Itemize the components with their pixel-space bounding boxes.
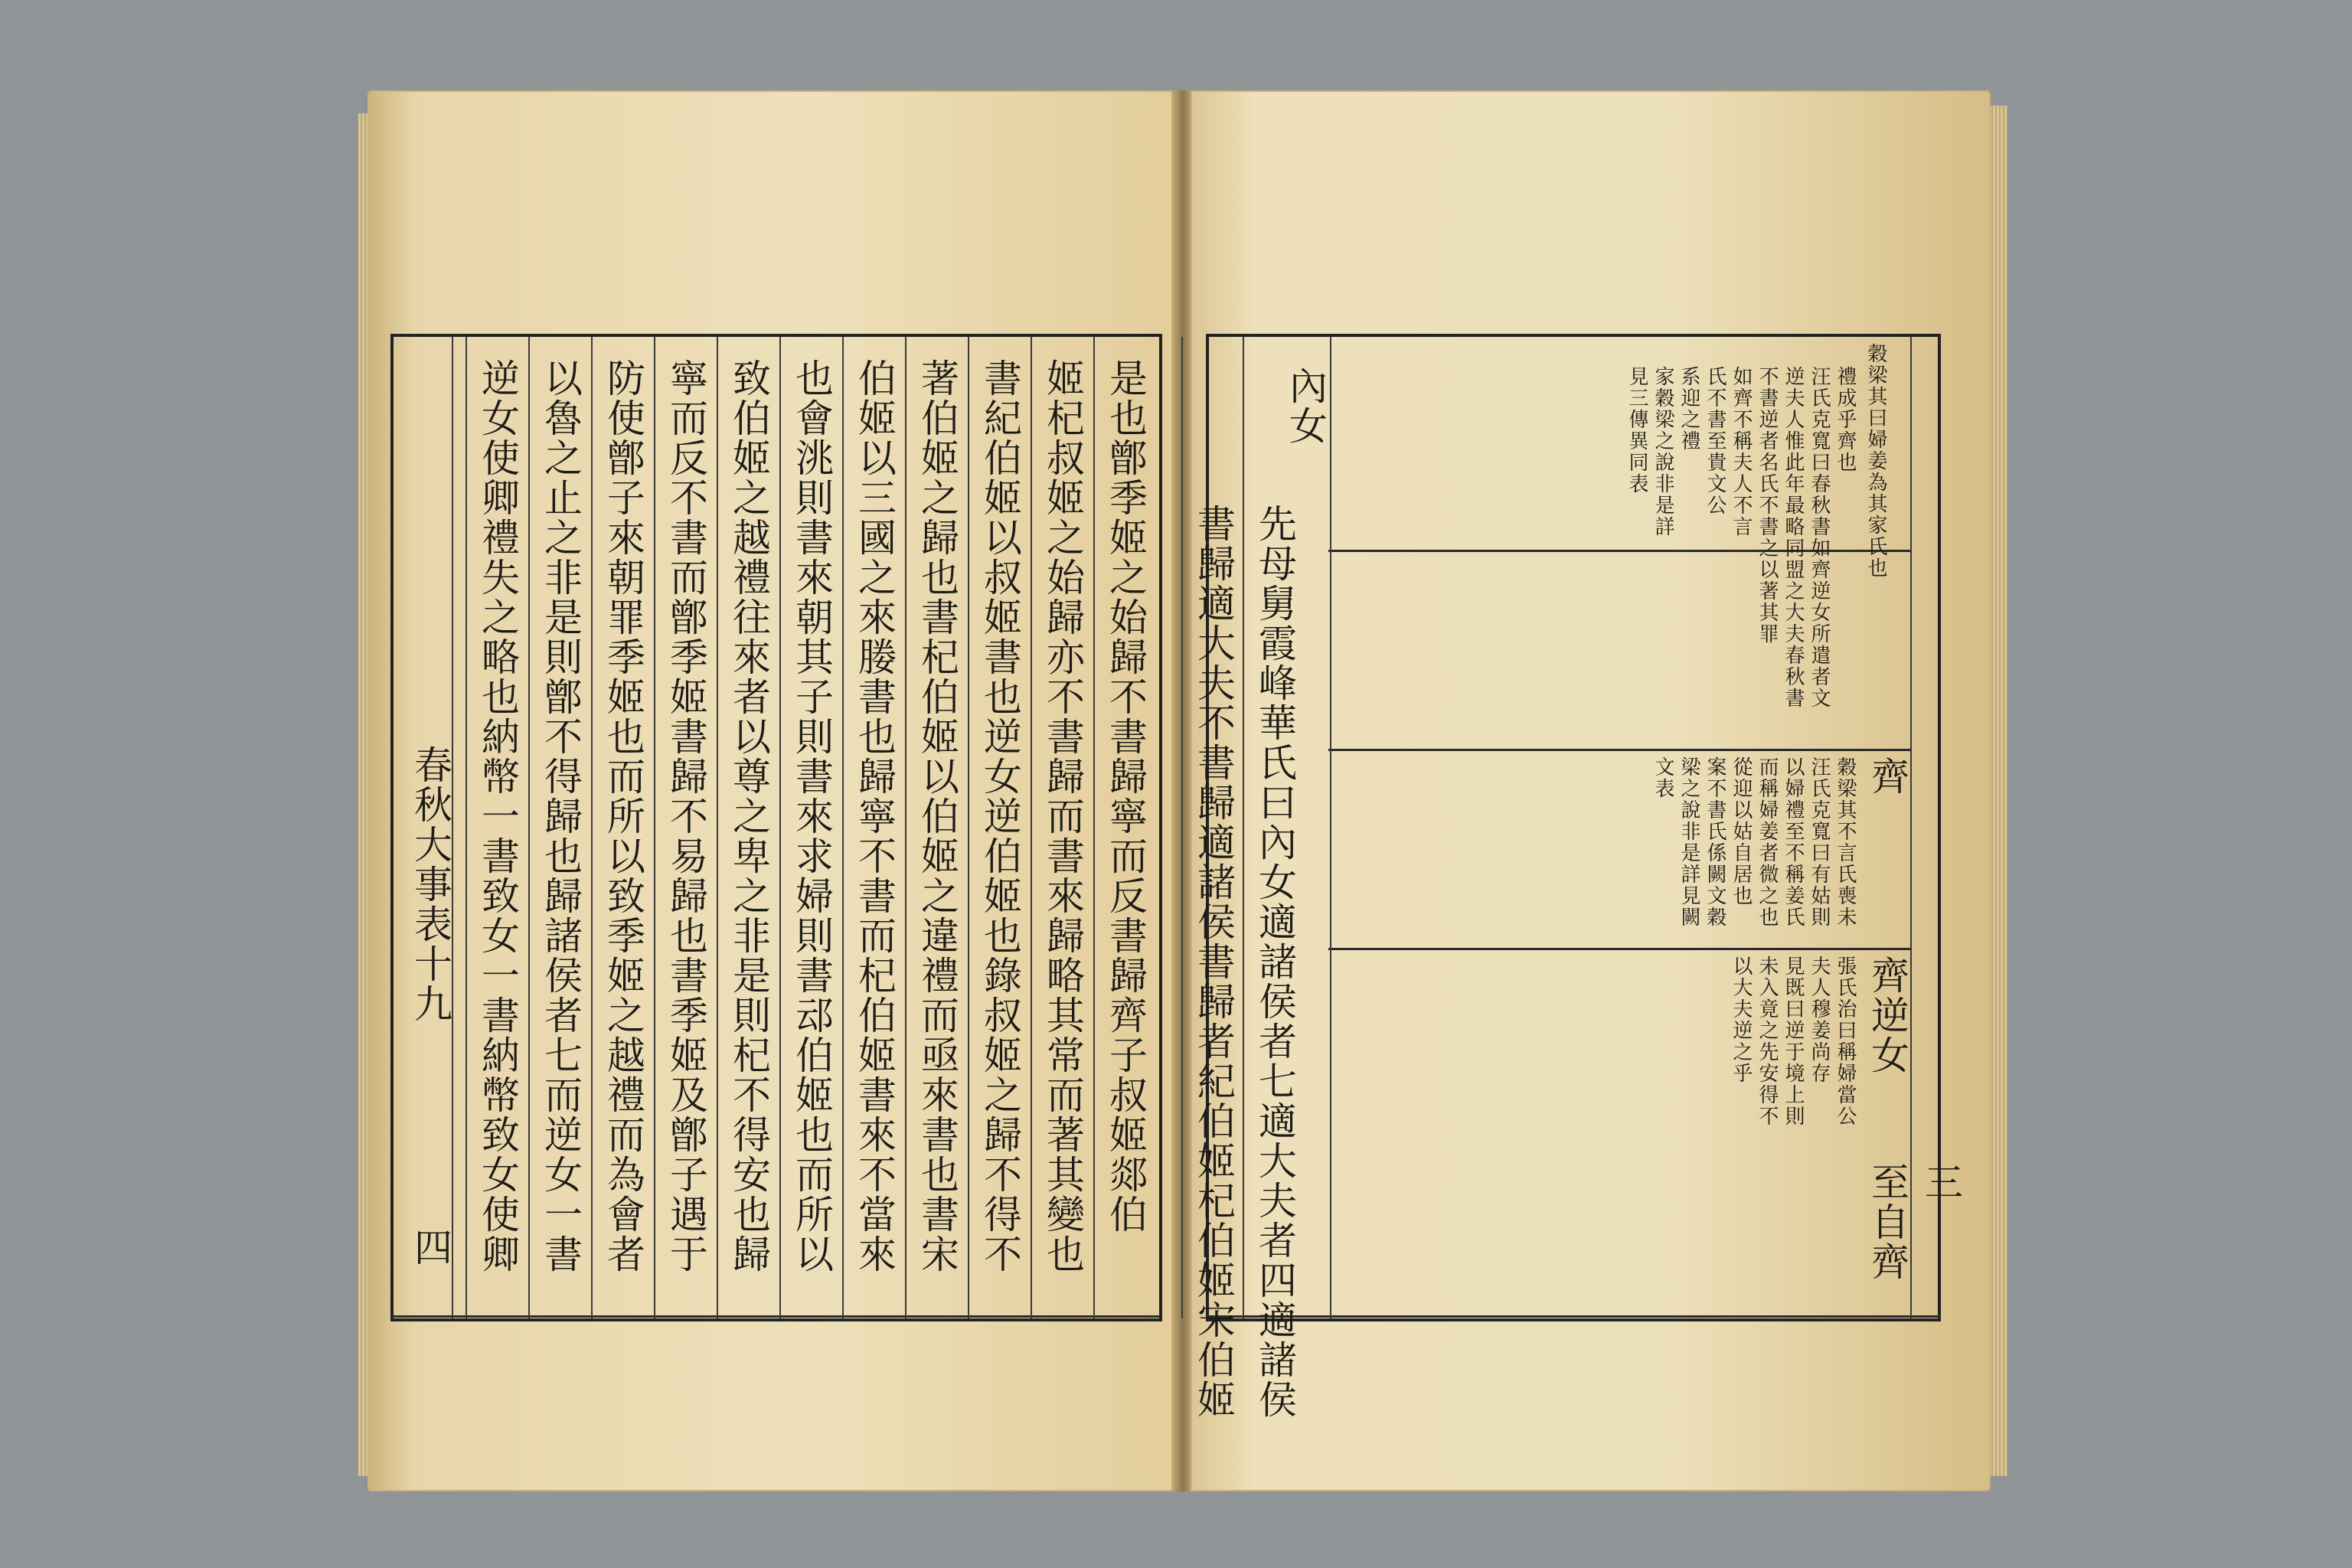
left-body-column-rule-4 — [905, 337, 906, 1318]
left-body-column-9: 防使鄫子來朝罪季姬也而所以致季姬之越禮而為會者 — [601, 358, 645, 1274]
left-folio: 四 — [408, 1227, 452, 1267]
note-row1-column-4: 不書逆者名氏不書之以著其罪 — [1756, 366, 1779, 645]
top-note-1: 穀梁其曰婦姜為其家氏也 — [1864, 343, 1887, 579]
left-body-column-2: 姬杞叔姬之始歸亦不書歸而書來歸略其常而著其變也 — [1040, 358, 1085, 1274]
left-body-column-rule-9 — [591, 337, 593, 1318]
left-body-column-3: 書紀伯姬以叔姬書也逆女逆伯姬也錄叔姬之歸不得不 — [978, 358, 1022, 1274]
table-header-qi-ni-nu: 齊逆女 — [1865, 956, 1909, 1075]
table-middle-rule — [1328, 749, 1910, 751]
right-folio: 三 — [1919, 1162, 1963, 1202]
left-body-column-rule-2 — [1031, 337, 1032, 1318]
left-body-column-rule-6 — [779, 337, 781, 1318]
note-row3-column-4: 未入竟之先安得不 — [1756, 956, 1779, 1127]
left-body-column-rule-3 — [968, 337, 969, 1318]
note-row1-column-2: 汪氏克寬曰春秋書如齊逆女所遣者文 — [1808, 366, 1831, 709]
left-body-column-rule-7 — [717, 337, 718, 1318]
left-body-column-8: 寧而反不書而鄫季姬書歸不易歸也書季姬及鄫子遇于 — [664, 358, 708, 1274]
heading-nei-nu: 內女 — [1283, 366, 1328, 446]
left-page — [368, 90, 1175, 1491]
note-row2-column-2: 汪氏克寬曰有姑則 — [1808, 756, 1831, 928]
right-body-column-rule-2 — [1181, 337, 1183, 1318]
note-row3-column-5: 以大夫逆之乎 — [1730, 956, 1753, 1084]
left-body-column-rule-10 — [528, 337, 530, 1318]
left-body-column-10: 以魯之止之非是則鄫不得歸也歸諸侯者七而逆女一書 — [538, 358, 583, 1274]
left-body-column-1: 是也鄫季姬之始歸不書歸寧而反書歸齊子叔姬郯伯 — [1103, 358, 1148, 1234]
note-row1-column-6: 氏不書至貴文公 — [1704, 366, 1726, 516]
right-page-edge — [1989, 106, 2007, 1476]
right-body-column-rule-1 — [1243, 337, 1244, 1318]
table-header-qi: 齊 — [1865, 756, 1909, 796]
note-row1-column-8: 家穀梁之說非是詳 — [1651, 366, 1674, 537]
left-margin-title: 春秋大事表十九 — [408, 745, 452, 1024]
left-body-column-4: 著伯姬之歸也書杞伯姬以伯姬之違禮而亟來書也書宋 — [915, 358, 959, 1274]
note-row1-column-5: 如齊不稱夫人不言 — [1730, 366, 1753, 537]
table-lower-rule — [1328, 948, 1910, 950]
right-body-column-1: 先母舅霞峰華氏曰內女適諸侯者七適大夫者四適諸侯 — [1253, 504, 1297, 1419]
left-body-column-6: 也會洮則書來朝其子則書來求婦則書䢵伯姬也而所以 — [789, 358, 834, 1274]
left-body-column-rule-11 — [466, 337, 467, 1318]
table-left-rule — [1330, 337, 1331, 1318]
left-body-column-11: 逆女使卿禮失之略也納幣一書致女一書納幣致女使卿 — [475, 358, 520, 1274]
note-row2-column-8: 文表 — [1651, 756, 1674, 799]
left-bottom-double-rule — [390, 1315, 1162, 1318]
note-row2-column-4: 而稱婦姜者微之也 — [1756, 756, 1779, 928]
note-row3-column-3: 見既曰逆于境上則 — [1782, 956, 1805, 1127]
table-header-zhi-zi-qi: 至自齊 — [1865, 1162, 1909, 1282]
note-row1-column-1: 禮成乎齊也 — [1834, 366, 1857, 473]
note-row2-column-6: 案不書氏係闕文穀 — [1704, 756, 1726, 928]
left-body-column-rule-1 — [1093, 337, 1095, 1318]
note-row2-column-7: 梁之說非是詳見闕 — [1677, 756, 1700, 928]
note-row1-column-7: 系迎之禮 — [1677, 366, 1700, 452]
note-row2-column-1: 穀梁其不言氏喪未 — [1834, 756, 1857, 928]
note-row2-column-3: 以婦禮至不稱姜氏 — [1782, 756, 1805, 928]
note-row1-column-9: 見三傳異同表 — [1625, 366, 1648, 495]
note-row2-column-5: 從迎以姑自居也 — [1730, 756, 1753, 906]
right-page-frame — [1206, 334, 1941, 1321]
note-row1-column-3: 逆夫人惟此年最略同盟之大夫春秋書 — [1782, 366, 1805, 709]
right-page — [1191, 90, 1991, 1491]
note-row3-column-1: 張氏治曰稱婦當公 — [1834, 956, 1857, 1127]
left-body-column-5: 伯姬以三國之來媵書也歸寧不書而杞伯姬書來不當來 — [852, 358, 897, 1274]
open-book — [368, 90, 1991, 1491]
left-body-column-7: 致伯姬之越禮往來者以尊之卑之非是則杞不得安也歸 — [727, 358, 771, 1274]
left-body-column-rule-5 — [842, 337, 844, 1318]
left-body-column-rule-8 — [654, 337, 655, 1318]
right-margin-divider — [1910, 337, 1912, 1318]
right-body-column-2: 書歸適大夫不書歸適諸侯書歸者紀伯姬杞伯姬宋伯姬 — [1191, 504, 1236, 1419]
note-row3-column-2: 夫人穆姜尚存 — [1808, 956, 1831, 1084]
right-bottom-double-rule — [1206, 1315, 1941, 1318]
